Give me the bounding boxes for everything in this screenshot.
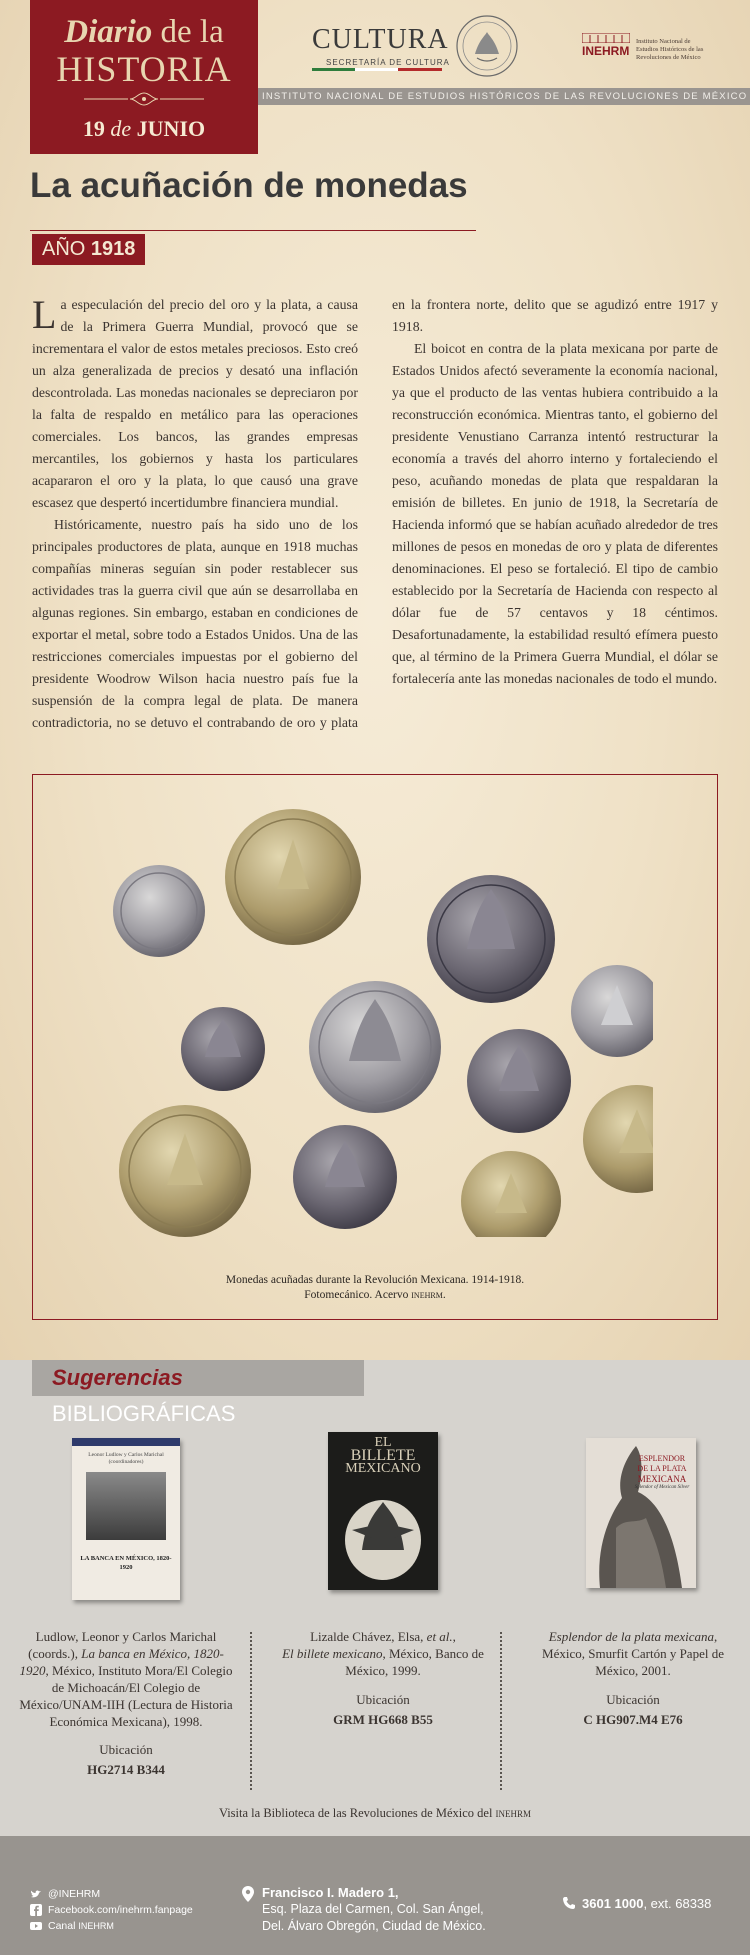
coin [467,1029,571,1133]
book-cover-1[interactable] [72,1438,180,1600]
location-label-2: Ubicación [356,1692,410,1707]
coin [119,1105,251,1237]
masthead-de-la: de la [160,14,224,50]
book-reference-3 [528,1628,738,1679]
coin [571,965,653,1057]
ref-2-etal: et al. [426,1629,453,1644]
address-street: Francisco I. Madero 1, [262,1885,399,1900]
ref-1-title: La banca en México, 1820-1920 [19,1646,224,1678]
youtube-channel: INEHRM [78,1921,114,1931]
facebook-icon [30,1904,42,1916]
coin [225,809,361,945]
phone-number: 3601 1000 [582,1896,644,1911]
cover-1-authors: Leonor Ludlow y Carlos Marichal (coordinadores) [88,1452,164,1465]
youtube-link[interactable] [30,1918,193,1934]
book-reference-2: Lizalde Chávez, Elsa, et al., El billete mexicano, México, Banco de México, 1999. [282,1629,484,1678]
masthead-date [30,116,258,142]
cultura-subtitle: SECRETARÍA DE CULTURA [326,58,450,67]
book-cover-2[interactable] [328,1432,438,1590]
paragraph-1-text: a especulación del precio del oro y la plata, a causa de la Primera Guerra Mundial, provocó que se incrementara el valor de estos metales preciosos. Esto creó un alza generalizada de precios y desató una inflación descontrolada. Las monedas nacionales se depreciaron por la falta de respaldo en metálico para las operaciones comerciales. Los bancos, las grandes empresas mercantiles, los gobiernos y hasta los particulares acapararon el oro y la plata, lo que causó una grave escasez que despertó incertidumbre financiera mundial. [32,297,358,510]
masthead [30,0,258,154]
coin [427,875,555,1003]
location-code-3: C HG907.M4 E76 [583,1712,683,1727]
tricolor-bar [312,68,442,71]
ref-2-publication: , México, Banco de México, 1999. [345,1646,484,1678]
caption-line-2-text: Fotomecánico. Acervo [304,1289,409,1301]
address [262,1884,486,1935]
page-title: La acuñación de monedas [30,166,468,205]
national-seal-icon [455,14,519,78]
cultura-wordmark: CULTURA [312,24,449,55]
coin [461,1151,561,1237]
coin [181,1007,265,1091]
ref-3-title: Esplendor de la plata mexicana [548,1629,715,1644]
masthead-historia: HISTORIA [56,49,232,89]
caption-line-2 [33,1288,717,1303]
cover-1-photo [86,1472,166,1540]
date-de: de [110,116,132,141]
ref-1-authors: Ludlow, Leonor y Carlos Marichal (coords.), [28,1629,217,1661]
ref-2-authors: Lizalde Chávez, Elsa, [310,1629,424,1644]
masthead-diario: Diario [64,14,153,50]
book-cover-3[interactable] [586,1438,696,1588]
coin [293,1125,397,1229]
date-month: JUNIO [136,116,206,141]
location-code-2: GRM HG668 B55 [333,1712,433,1727]
figure-caption [33,1273,717,1303]
ref-1-publication: , México, Instituto Mora/El Colegio de Michoacán/El Colegio de México/UNAM-IIH (Lectura de Historia Económica Mexicana), 1998. [19,1663,233,1729]
twitter-icon [30,1888,42,1900]
book-reference-1 [14,1628,238,1730]
year-badge [32,234,145,265]
bibliography-heading-b: BIBLIOGRÁFICAS [52,1401,236,1426]
title-rule [30,230,476,231]
cover-2-title-3: MEXICANO [345,1461,421,1476]
twitter-link[interactable] [30,1886,193,1902]
coins-image [113,799,653,1237]
inehrm-logo [580,33,704,67]
cover-3-title-1: ESPLENDOR [638,1454,686,1463]
cover-3-subtitle: Splendor of Mexican Silver [634,1485,690,1490]
youtube-label: Canal [48,1920,76,1932]
cover-1-title: LA BANCA EN MÉXICO, 1820-1920 [80,1555,172,1571]
article-paragraph-1 [32,294,358,514]
year-value: 1918 [90,238,136,260]
bibliography-heading-a: Sugerencias [52,1365,183,1390]
cover-2-title-1: EL [374,1435,392,1450]
year-label: AÑO [42,238,86,260]
cover-3-title-2: DE LA PLATA [637,1464,687,1473]
footer [0,1836,750,1955]
institute-bar: INSTITUTO NACIONAL DE ESTUDIOS HISTÓRICOS DE LAS REVOLUCIONES DE MÉXICO [258,88,750,105]
eagle-icon [342,1490,424,1582]
ref-3-publication: , México, Smurfit Cartón y Papel de México, 2001. [542,1629,724,1678]
inehrm-wordmark: INEHRM [582,44,630,58]
visit-text: Visita la Biblioteca de las Revoluciones de México del [218,1806,493,1820]
article-paragraph-3: El boicot en contra de la plata mexicana por parte de Estados Unidos afectó severamente la economía nacional, ya que el producto de las ventas hubiera contribuido a la reconstrucción económica. Mientras tanto, el gobierno del presidente Venustiano Carranza intentó restructurar la economía a través del ahorro interno y fortaleciendo el peso, acuñando monedas de plata que respaldaran la emisión de billetes. En junio de 1918, la Secretaría de Hacienda informó que se habían acuñado alrededor de tres millones de pesos en monedas de oro y plata de diferentes denominaciones. El peso se fortaleció. El tipo de cambio establecido por la Secretaría de Hacienda con respecto al dólar fue de 57 centavos y 18 céntimos. Desafortunadamente, la estabilidad resultó efímera puesto que, al término de la Primera Guerra Mundial, el dólar se fortalecería ante las monedas nacionales de todo el mundo. [392,341,718,686]
divider [250,1632,252,1790]
location-code-1: HG2714 B344 [87,1762,165,1777]
article-paragraph-2: Históricamente, nuestro país ha sido uno de los principales productores de plata, aunque en 1918 muchas compañías mineras seguían sin poder restablecer sus actividades tras la guerra civil que aún se desarrollaba en algunas regiones. Sin embargo, estaban en condiciones de exportar el metal, sobre todo a Estados Unidos. Una de las restricciones comerciales impuestas por el gobierno del presidente Woodrow Wilson hacia nuestro país fue la suspensión de la compra legal de plata. De manera contradictoria, no se detuvo el contrabando de oro y plata en la frontera norte, delito que se agudizó entre 1917 y 1918. [32,297,718,730]
caption-line-1: Monedas acuñadas durante la Revolución Mexicana. 1914-1918. [225,1274,525,1286]
twitter-handle: @INEHRM [48,1888,101,1900]
date-day: 19 [82,116,105,141]
youtube-icon [30,1920,42,1932]
address-line-3: Del. Álvaro Obregón, Ciudad de México. [262,1919,486,1933]
location-label-3: Ubicación [606,1692,660,1707]
building-icon [582,33,630,43]
cover-3-title [632,1454,692,1491]
inehrm-description: Instituto Nacional de Estudios Históricos de las Revoluciones de México [636,38,704,61]
cover-2-title [328,1436,438,1475]
drop-cap: L [32,292,57,337]
facebook-link[interactable] [30,1902,193,1918]
phone-extension: , ext. 68338 [643,1896,712,1911]
address-line-2: Esq. Plaza del Carmen, Col. San Ángel, [262,1902,484,1916]
location-pin-icon [242,1886,254,1902]
caption-line-2-acronym: inehrm. [411,1289,446,1301]
coin [309,981,441,1113]
cover-3-title-3: MEXICANA [637,1474,687,1484]
cover-band [72,1438,180,1446]
visit-acronym: inehrm [495,1806,532,1820]
facebook-url: Facebook.com/inehrm.fanpage [48,1904,193,1916]
divider [500,1632,502,1790]
phone-icon [562,1896,576,1910]
coin-figure [32,774,718,1320]
library-visit-note [0,1806,750,1821]
ornament-icon [84,92,204,106]
article-body [32,294,718,734]
coin [113,865,205,957]
social-links [30,1886,193,1934]
phone[interactable] [582,1896,711,1911]
location-label-1: Ubicación [99,1742,153,1757]
ref-2-title: El billete mexicano [282,1646,383,1661]
cover-2-title-2: BILLETE [350,1447,416,1464]
masthead-line1 [30,14,258,51]
bibliography-heading [32,1360,364,1426]
coin [583,1085,653,1193]
